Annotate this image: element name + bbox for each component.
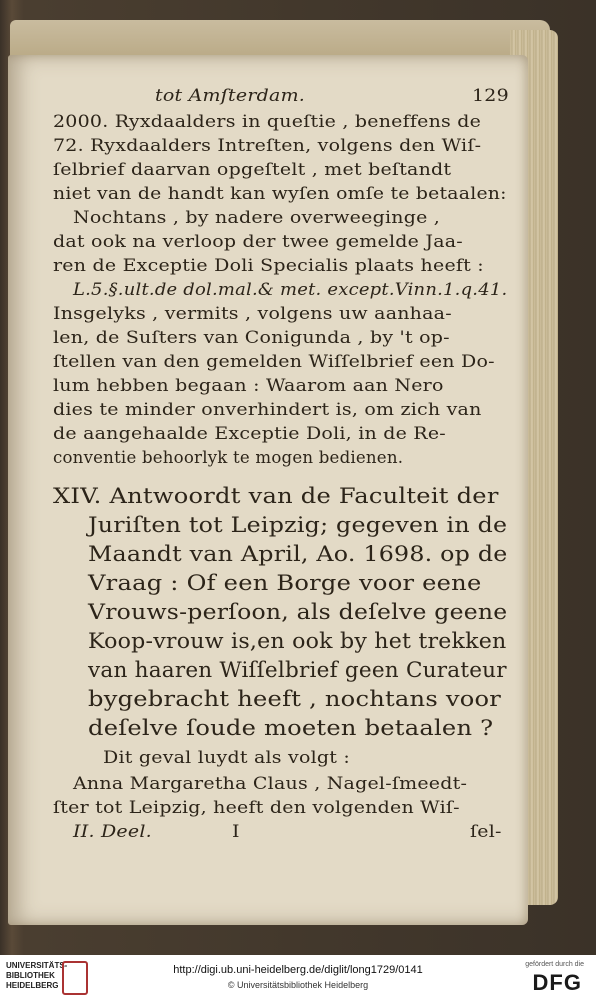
dfg-logo[interactable]: DFG bbox=[532, 970, 582, 995]
signature: II. Deel. bbox=[73, 822, 152, 841]
text-line: len, de Suſters van Conigunda , by 't op- bbox=[53, 328, 450, 347]
text-line: Dit geval luydt als volgt : bbox=[103, 748, 351, 767]
library-name-line1: UNIVERSITÄTS- bbox=[6, 961, 68, 970]
signature-mark: I bbox=[232, 822, 240, 841]
permalink-url[interactable]: http://digi.ub.uni-heidelberg.de/diglit/long1729/0141 bbox=[173, 964, 423, 976]
text-line: Anna Margaretha Claus , Nagel-ſmeedt- bbox=[73, 774, 468, 793]
text-line: conventie behoorlyk te mogen bedienen. bbox=[53, 448, 404, 467]
text-line: 72. Ryxdaalders Intreſten, volgens den Wiſ- bbox=[53, 136, 482, 155]
text-line: ſtellen van den gemelden Wiſſelbrief een Do- bbox=[53, 352, 495, 371]
text-line: Nochtans , by nadere overweeginge , bbox=[73, 208, 441, 227]
text-line: Koop-vrouw is,en ook by het trekken bbox=[88, 629, 507, 653]
library-name-line2: BIBLIOTHEK bbox=[6, 971, 55, 980]
text-line: de aangehaalde Exceptie Doli, in de Re- bbox=[53, 424, 446, 443]
text-line: Vrouws-perſoon, als deſelve geene bbox=[88, 600, 508, 624]
text-line: ſter tot Leipzig, heeft den volgenden Wiſ- bbox=[53, 798, 460, 817]
text-line: Maandt van April, Ao. 1698. op de bbox=[88, 542, 508, 566]
copyright-notice: © Universitätsbibliothek Heidelberg bbox=[227, 980, 369, 990]
text-line: Insgelyks , vermits , volgens uw aanhaa- bbox=[53, 304, 452, 323]
text-line: dies te minder onverhindert is, om zich van bbox=[53, 400, 482, 419]
text-line: ſelbrief daarvan opgeſtelt , met beſtandt bbox=[53, 160, 452, 179]
text-line: van haaren Wiſſelbrief geen Curateur bbox=[88, 658, 507, 682]
text-line: bygebracht heeft , nochtans voor bbox=[88, 687, 502, 711]
text-line: deſelve ſoude moeten betaalen ? bbox=[88, 716, 494, 740]
text-line: ren de Exceptie Doli Specialis plaats heeft : bbox=[53, 256, 484, 275]
text-line: dat ook na verloop der twee gemelde Jaa- bbox=[53, 232, 463, 251]
text-line: lum hebben begaan : Waarom aan Nero bbox=[53, 376, 444, 395]
text-line: XIV. Antwoordt van de Faculteit der bbox=[53, 484, 499, 508]
text-line: niet van de handt kan wyſen omſe te betaalen: bbox=[53, 184, 507, 203]
text-line: L.5.§.ult.de dol.mal.& met. except.Vinn.1.q.41. bbox=[73, 280, 508, 299]
funding-note: gefördert durch die bbox=[525, 961, 584, 968]
viewer-footer bbox=[0, 955, 596, 999]
book-top-edge bbox=[10, 20, 550, 60]
text-line: Vraag : Of een Borge voor eene bbox=[88, 571, 482, 595]
text-line: Juriſten tot Leipzig; gegeven in de bbox=[88, 513, 508, 537]
running-head: tot Amſterdam. bbox=[155, 86, 306, 105]
catchword: ſel- bbox=[470, 822, 502, 841]
library-name-line3: HEIDELBERG bbox=[6, 981, 59, 990]
page-number: 129 bbox=[472, 86, 509, 105]
text-line: 2000. Ryxdaalders in queſtie , beneffens de bbox=[53, 112, 482, 131]
